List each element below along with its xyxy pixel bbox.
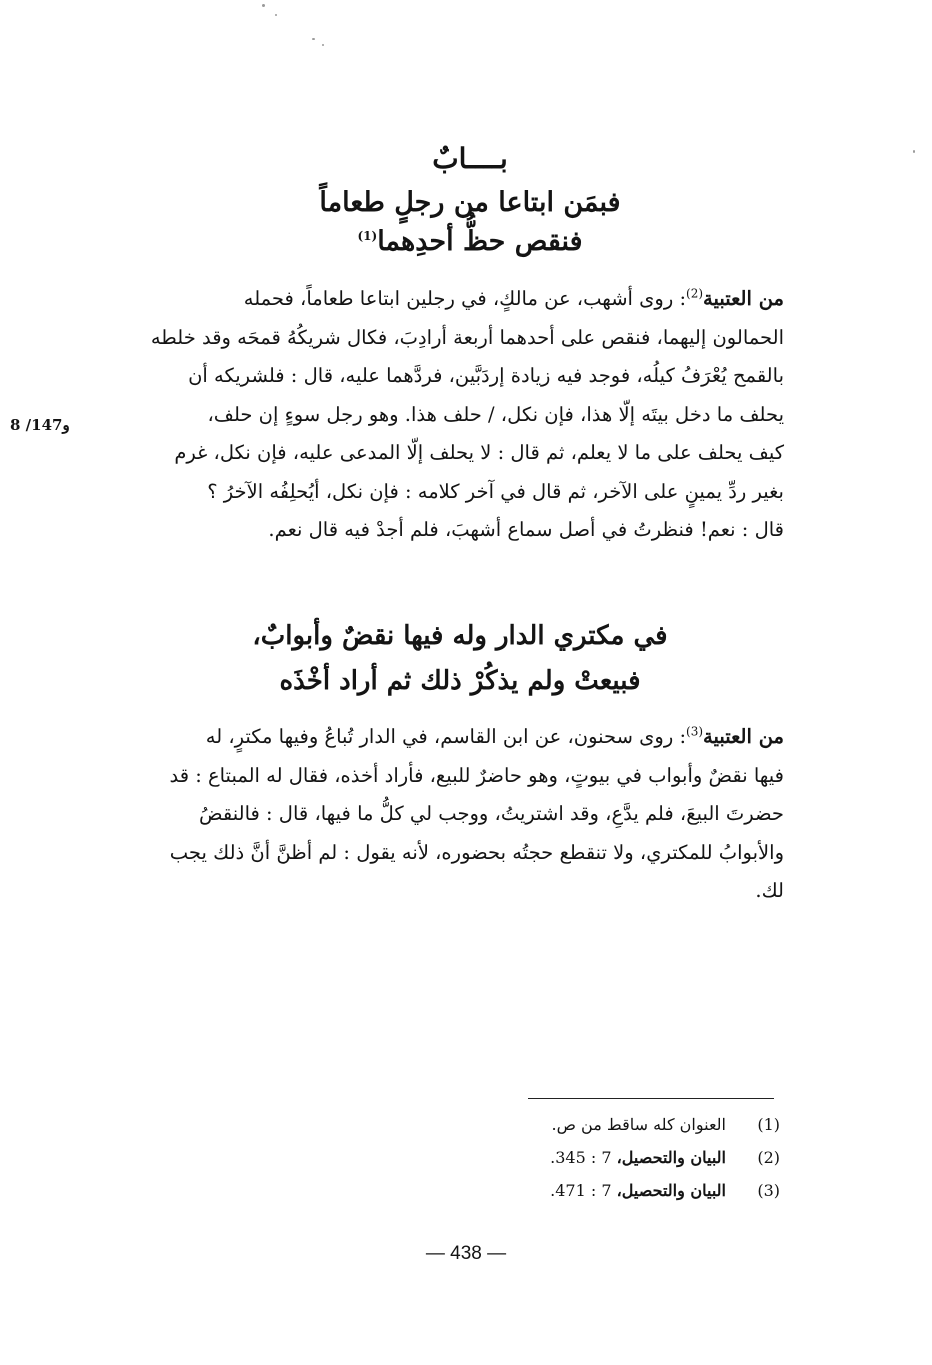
footnotes (480, 1108, 780, 1207)
paragraph-line: بالقمح يُعْرَفُ كيلُه، فوجد فيه زيادة إردَبَّين، فردَّهما عليه، قال : فلشريكه أن (188, 364, 784, 387)
footnote-ref: (3) (686, 724, 704, 739)
footnote-text (480, 1108, 726, 1141)
chapter-title-line-2-text: فنقص حظُّ أحدِهما (377, 226, 583, 257)
chapter-label: بــــابٌ (432, 142, 508, 175)
footnote-ref: (2) (686, 286, 704, 301)
footnote-ref: (1) (357, 229, 378, 243)
scan-speck (275, 14, 277, 16)
paragraph-line: بغير ردِّ يمينٍ على الآخر، ثم قال في آخر كلامه : فإن نكل، أيُحلِفُه الآخرُ ؟ (207, 479, 784, 503)
paragraph-line: يحلف ما دخل بيتَه إلّا هذا، فإن نكل، / حلف هذا. وهو رجل سوءٍ إن حلف، (207, 402, 784, 426)
chapter-title-line-2 (150, 222, 790, 262)
section-title-line-1: في مكتري الدار وله فيها نقضٌ وأبوابٌ، (252, 621, 668, 651)
paragraph-line: الحمالون إليهما، فنقص على أحدهما أربعة أرادِبَ، فكال شريكُهُ قمحَه وقد خلطه (150, 325, 784, 349)
scan-speck (262, 4, 265, 7)
source-lead: من العتبية (703, 287, 784, 310)
footnote-divider (528, 1098, 774, 1099)
scan-speck (312, 38, 315, 40)
paragraph-line: كيف يحلف على ما لا يعلم، ثم قال : لا يحلف إلّا المدعى عليه، فإن نكل، غرم (174, 441, 784, 464)
paragraph-line (104, 718, 784, 757)
footnote-text (480, 1141, 726, 1174)
scan-speck (913, 150, 915, 153)
footnote-detail: العنوان كله ساقط من ص. (551, 1115, 726, 1134)
paragraph-line: قال : نعم! فنظرتُ في أصل سماع أشهبَ، فلم أجدْ فيه قال نعم. (268, 518, 784, 541)
footnote (480, 1174, 780, 1207)
line-text: : روى سحنون، عن ابن القاسم، في الدار تُباعُ وفيها مكترٍ، له (205, 725, 687, 748)
footnote-detail: 7 : 345. (550, 1148, 617, 1167)
paragraph-2 (104, 718, 784, 911)
footnote-source: البيان والتحصيل، (616, 1148, 726, 1167)
source-lead: من العتبية (703, 725, 784, 748)
paragraph-1 (104, 280, 784, 550)
paragraph-line: حضرتَ البيعَ، فلم يدَّعِ، وقد اشتريتُ، ووجب لي كلُّ ما فيها، قال : فالنقضُ (199, 802, 784, 825)
scan-speck (322, 44, 324, 46)
page-number: — 438 — (425, 1243, 507, 1264)
paragraph-line (104, 280, 784, 319)
paragraph-line: والأبوابُ للمكتري، ولا تنقطع حجتُه بحضوره، لأنه يقول : لم أظنَّ أنَّ ذلك يجب (169, 840, 784, 864)
footnote-number: (3) (757, 1181, 780, 1200)
footnote-source: البيان والتحصيل، (616, 1181, 726, 1200)
footnote-detail: 7 : 471. (550, 1181, 617, 1200)
paragraph-line: لك. (755, 879, 784, 902)
section-title-line-2: فبيعتْ ولم يذكُرْ ذلك ثم أراد أخْذَه (279, 666, 641, 696)
chapter-title-line-1: فبمَن ابتاعا من رجلٍ طعاماً (319, 187, 621, 218)
footnote (480, 1108, 780, 1141)
footnote-number: (1) (757, 1115, 780, 1134)
paragraph-line: فيها نقضٌ وأبواب في بيوتٍ، وهو حاضرٌ للبيع، فأراد أخذه، فقال له المبتاع : قد (169, 763, 784, 787)
footnote-text (480, 1174, 726, 1207)
line-text: : روى أشهب، عن مالكٍ، في رجلين ابتاعا طعاماً، فحمله (243, 287, 687, 310)
manuscript-folio-note: 8 /147و (10, 416, 70, 434)
footnote (480, 1141, 780, 1174)
footnote-number: (2) (757, 1148, 780, 1167)
